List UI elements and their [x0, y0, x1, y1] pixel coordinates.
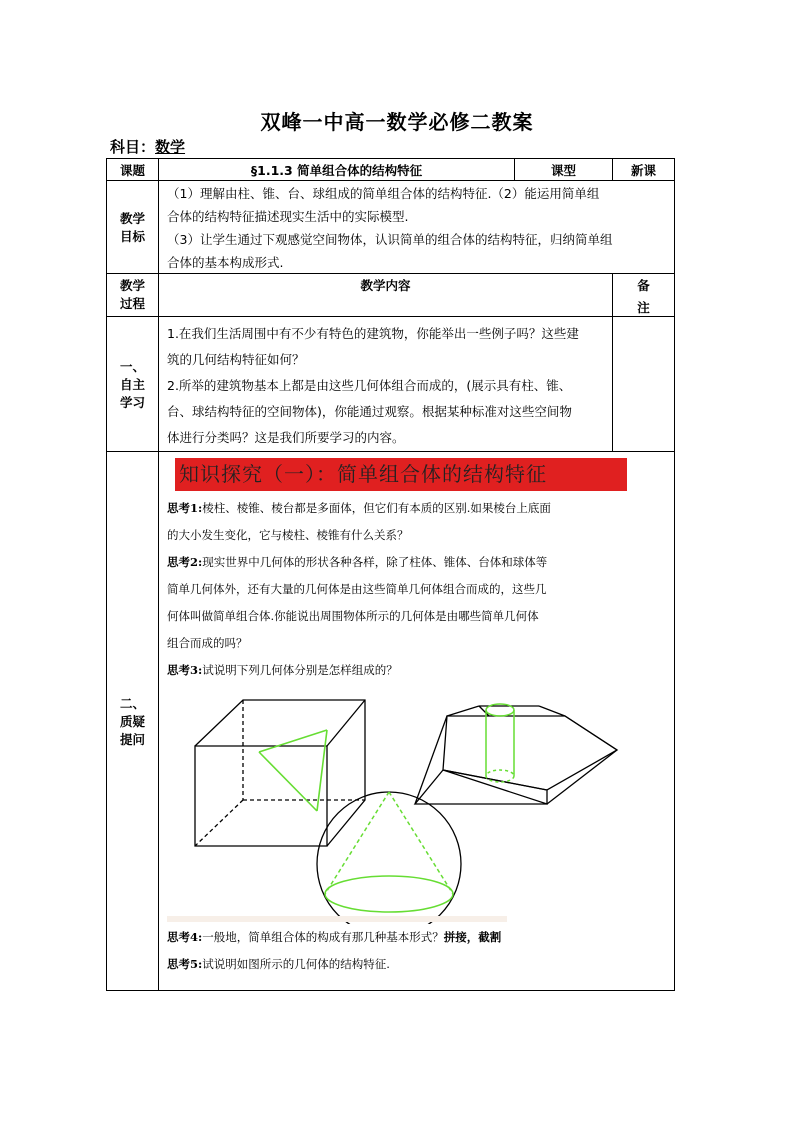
- think-3: 思考3:试说明下列几何体分别是怎样组成的？: [167, 663, 398, 677]
- cube-triangle: [259, 730, 327, 811]
- think-5: 思考5:试说明如图所示的几何体的结构特征.: [167, 957, 390, 971]
- knowledge-banner: 知识探究（一）：简单组合体的结构特征: [175, 458, 627, 491]
- think-1: 思考1:棱柱、棱锥、棱台都是多面体，但它们有本质的区别.如果棱台上底面: [167, 501, 551, 515]
- goals-label: 教学 目标: [107, 181, 159, 274]
- goals-content: （1）理解由柱、锥、台、球组成的简单组合体的结构特征.（2）能运用简单组 合体的结构特征描述现实生活中的实际模型. （3）让学生通过下观感觉空间物体，认识简单的组合体的结构特征，归纳简单组 合体的基本构成形式.: [159, 181, 675, 274]
- subject-label: 科目：: [110, 138, 156, 156]
- topic-value: §1.1.3 简单组合体的结构特征: [159, 159, 515, 181]
- lesson-table: [106, 158, 675, 991]
- subject-line: [110, 136, 185, 157]
- frustum-figure: [415, 706, 617, 804]
- section1-notes: [613, 317, 675, 452]
- section2-content: 知识探究（一）：简单组合体的结构特征 思考1:棱柱、棱锥、棱台都是多面体，但它们有本质的区别.如果棱台上底面 的大小发生变化，它与棱柱、棱锥有什么关系？ 思考2:现实世界中几何体的形状各种各样，除了柱体、锥体、台体和球体等 简单几何体外，还有大量的几何体是由这些简单几何体组合而成的，这些几 何体叫做简单组合体.你能说出周围物体所示的几何体是由哪些简单几何体 组合而成的吗？ 思考3:试说明下列几何体分别是怎样组成的？ 思考4:一般地，简单组合体的构成有那几种基本形式？拼接，截割 思考5:试说明如图所示的几何体的结构特征.: [159, 452, 675, 991]
- process-label: 教学 过程: [107, 274, 159, 317]
- sphere-figure: [317, 792, 461, 924]
- section1-label: 一、 自主 学习: [107, 317, 159, 452]
- type-label: 课型: [515, 159, 613, 181]
- section1-content: 1.在我们生活周围中有不少有特色的建筑物，你能举出一些例子吗？这些建 筑的几何结构特征如何？ 2.所举的建筑物基本上都是由这些几何体组合而成的，(展示具有柱、锥、 台、球结构特征的空间物体)，你能通过观察。根据某种标准对这些空间物 体进行分类吗？这是我们所要学习的内容。: [159, 317, 613, 452]
- think-2: 思考2:现实世界中几何体的形状各种各样，除了柱体、锥体、台体和球体等: [167, 555, 548, 569]
- subject-value: 数学: [155, 138, 186, 156]
- page-title: 双峰一中高一数学必修二教案: [260, 110, 534, 134]
- topic-label: 课题: [107, 159, 159, 181]
- content-header: 教学内容: [159, 274, 613, 317]
- cone-figure: [325, 792, 453, 912]
- figure-shadow: [167, 916, 507, 922]
- notes-header: 备 注: [613, 274, 675, 317]
- type-value: 新课: [613, 159, 675, 181]
- section2-label: 二、 质疑 提问: [107, 452, 159, 991]
- geometry-figures: [167, 686, 627, 924]
- think-4: 思考4:一般地，简单组合体的构成有那几种基本形式？拼接，截割: [167, 930, 502, 944]
